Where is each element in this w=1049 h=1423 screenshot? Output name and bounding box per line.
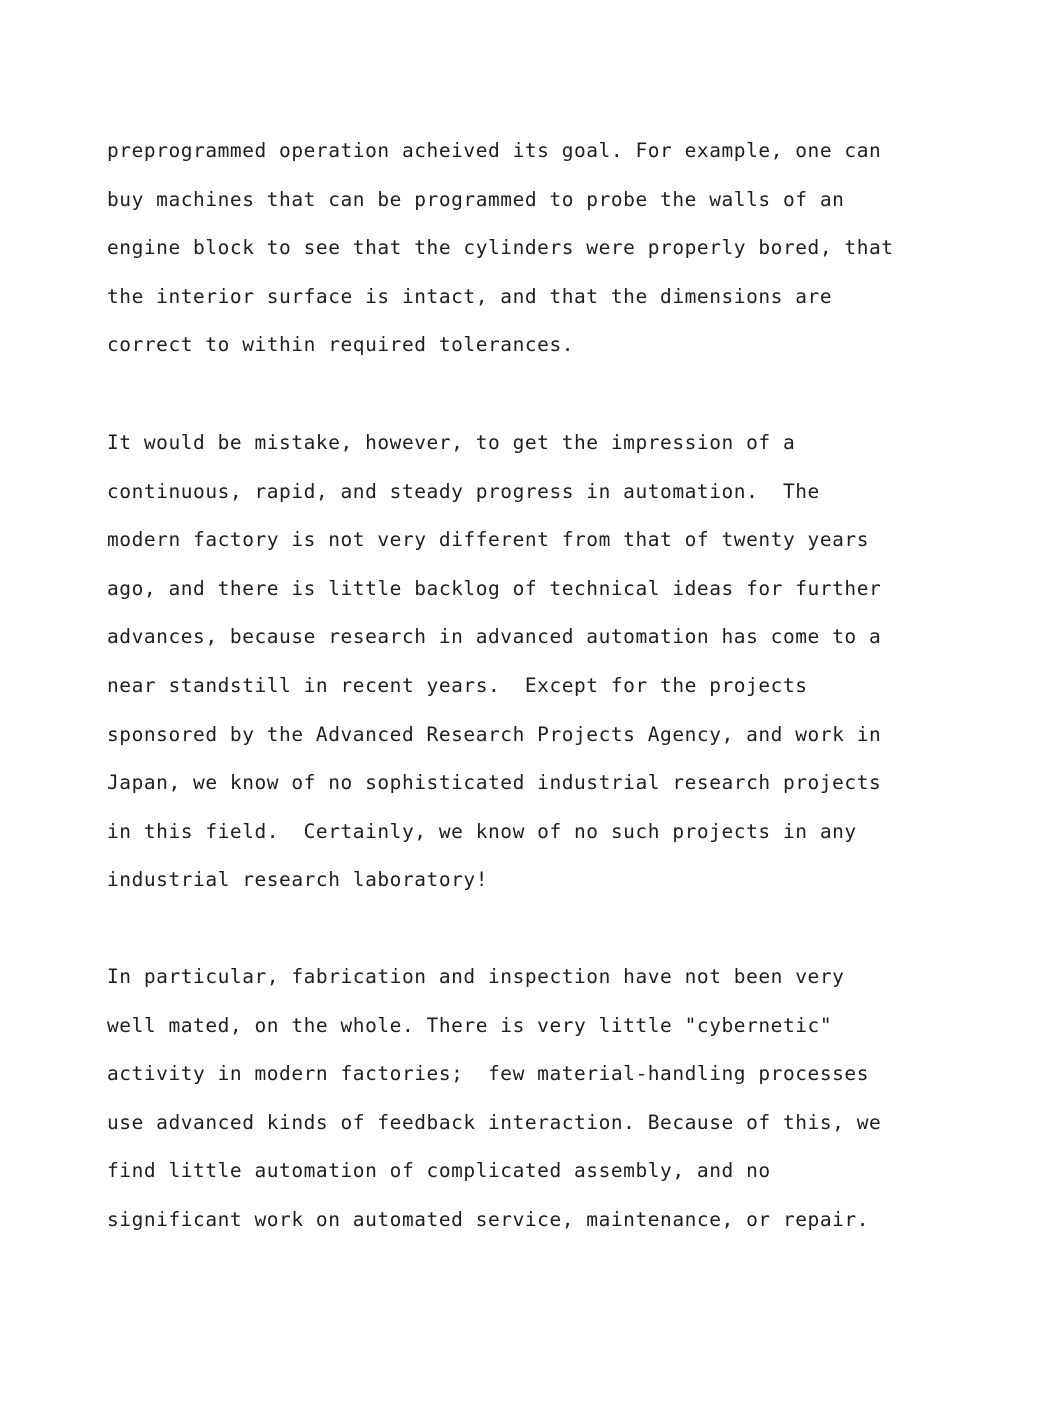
text-line: In particular, fabrication and inspection have not been very xyxy=(107,965,845,988)
text-line: the interior surface is intact, and that the dimensions are xyxy=(107,284,833,308)
text-line: continuous, rapid, and steady progress in automation. The xyxy=(107,479,820,503)
text-line: significant work on automated service, maintenance, or repair. xyxy=(107,1207,869,1231)
text-line: correct to within required tolerances. xyxy=(107,333,575,357)
text-line: activity in modern factories; few material-handling processes xyxy=(107,1062,869,1086)
text-line: ago, and there is little backlog of technical ideas for further xyxy=(107,576,882,600)
text-line: well mated, on the whole. There is very little "cybernetic" xyxy=(107,1013,833,1037)
text-line: near standstill in recent years. Except for the projects xyxy=(107,673,808,697)
text-line: sponsored by the Advanced Research Projects Agency, and work in xyxy=(107,722,882,746)
text-line: It would be mistake, however, to get the impression of a xyxy=(107,431,796,454)
text-line: modern factory is not very different from that of twenty years xyxy=(107,528,869,552)
text-line: engine block to see that the cylinders were properly bored, that xyxy=(107,236,894,260)
paragraph-2 xyxy=(107,419,881,905)
text-line: preprogrammed operation acheived its goal. For example, one can xyxy=(107,139,882,162)
text-line: in this field. Certainly, we know of no such projects in any xyxy=(107,819,857,843)
text-line: Japan, we know of no sophisticated industrial research projects xyxy=(107,771,882,795)
text-line: industrial research laboratory! xyxy=(107,868,488,892)
text-line: find little automation of complicated assembly, and no xyxy=(107,1159,771,1183)
text-line: advances, because research in advanced automation has come to a xyxy=(107,625,882,649)
paragraph-3 xyxy=(107,953,881,1245)
text-line: buy machines that can be programmed to probe the walls of an xyxy=(107,187,845,211)
text-line: use advanced kinds of feedback interaction. Because of this, we xyxy=(107,1110,882,1134)
paragraph-1 xyxy=(107,127,894,370)
